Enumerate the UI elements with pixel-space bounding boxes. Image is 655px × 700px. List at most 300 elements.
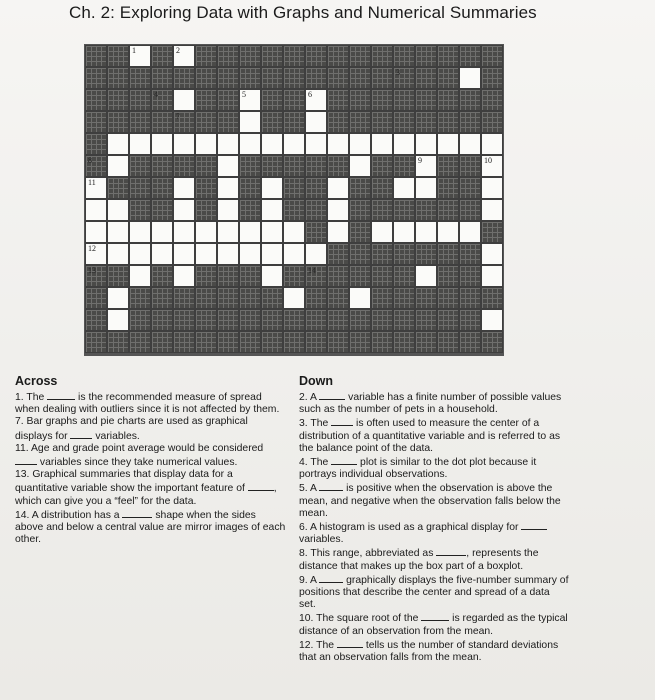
across-clue: [15, 508, 287, 547]
grid-cell-open[interactable]: [481, 155, 503, 177]
grid-cell-blocked: [217, 309, 239, 331]
grid-cell-blocked: [283, 199, 305, 221]
grid-cell-blocked: [129, 309, 151, 331]
across-clues: [15, 374, 287, 546]
grid-cell-open[interactable]: [151, 243, 173, 265]
answer-blank[interactable]: [319, 481, 343, 491]
grid-cell-open[interactable]: [349, 287, 371, 309]
grid-cell-open[interactable]: [415, 221, 437, 243]
grid-cell-blocked: [173, 309, 195, 331]
answer-blank[interactable]: [436, 546, 466, 556]
grid-cell-blocked: [173, 155, 195, 177]
grid-cell-blocked: [283, 309, 305, 331]
grid-cell-blocked: [415, 67, 437, 89]
grid-cell-blocked: [85, 155, 107, 177]
grid-cell-blocked: [481, 287, 503, 309]
grid-cell-blocked: [151, 265, 173, 287]
grid-cell-open[interactable]: [173, 221, 195, 243]
grid-cell-open[interactable]: [327, 133, 349, 155]
grid-cell-blocked: [173, 67, 195, 89]
grid-cell-open[interactable]: [173, 177, 195, 199]
grid-cell-blocked: [305, 287, 327, 309]
grid-cell-open[interactable]: [393, 133, 415, 155]
grid-cell-blocked: [349, 221, 371, 243]
clue-text-before: 4. The: [299, 457, 329, 469]
grid-cell-open[interactable]: [107, 287, 129, 309]
grid-cell-open[interactable]: [327, 199, 349, 221]
grid-cell-blocked: [85, 67, 107, 89]
grid-cell-open[interactable]: [349, 133, 371, 155]
grid-cell-blocked: [437, 45, 459, 67]
grid-cell-blocked: [305, 265, 327, 287]
grid-cell-blocked: [107, 89, 129, 111]
clue-number: 2: [176, 46, 180, 55]
grid-cell-blocked: [371, 265, 393, 287]
grid-cell-blocked: [393, 45, 415, 67]
down-clue: [299, 455, 569, 481]
grid-cell-blocked: [393, 89, 415, 111]
grid-cell-blocked: [261, 287, 283, 309]
grid-cell-blocked: [327, 67, 349, 89]
grid-cell-open[interactable]: [415, 155, 437, 177]
grid-cell-blocked: [239, 155, 261, 177]
grid-cell-blocked: [195, 45, 217, 67]
grid-cell-blocked: [349, 111, 371, 133]
grid-cell-blocked: [283, 89, 305, 111]
clue-text-after: is regarded as the typical distance of an observation from the mean.: [299, 613, 568, 637]
grid-cell-open[interactable]: [261, 199, 283, 221]
grid-cell-blocked: [327, 309, 349, 331]
grid-cell-open[interactable]: [129, 243, 151, 265]
answer-blank[interactable]: [331, 416, 353, 426]
answer-blank[interactable]: [47, 390, 75, 400]
grid-cell-blocked: [107, 45, 129, 67]
grid-cell-blocked: [283, 155, 305, 177]
grid-cell-blocked: [371, 199, 393, 221]
clue-text-after: is positive when the observation is above the mean, and negative when the observation falls below the mean.: [299, 483, 561, 519]
answer-blank[interactable]: [248, 481, 274, 491]
clue-number: 12: [88, 244, 96, 253]
grid-cell-blocked: [393, 155, 415, 177]
grid-cell-blocked: [129, 111, 151, 133]
grid-cell-blocked: [349, 177, 371, 199]
grid-cell-blocked: [239, 331, 261, 353]
grid-cell-open[interactable]: [129, 133, 151, 155]
grid-cell-open[interactable]: [239, 111, 261, 133]
grid-cell-open[interactable]: [261, 221, 283, 243]
clue-number: 5: [242, 90, 246, 99]
grid-cell-blocked: [129, 89, 151, 111]
grid-cell-blocked: [393, 309, 415, 331]
clue-text-after: , which can give you a “feel” for the data.: [15, 483, 277, 507]
grid-cell-blocked: [371, 89, 393, 111]
grid-cell-blocked: [437, 243, 459, 265]
grid-cell-open[interactable]: [459, 221, 481, 243]
grid-cell-open[interactable]: [217, 177, 239, 199]
grid-cell-blocked: [195, 111, 217, 133]
grid-cell-blocked: [85, 45, 107, 67]
grid-cell-open[interactable]: [195, 133, 217, 155]
grid-cell-blocked: [239, 287, 261, 309]
grid-cell-blocked: [283, 111, 305, 133]
answer-blank[interactable]: [15, 455, 37, 465]
clue-number: 7: [176, 112, 180, 121]
answer-blank[interactable]: [70, 429, 92, 439]
grid-cell-blocked: [85, 111, 107, 133]
grid-cell-blocked: [261, 89, 283, 111]
grid-cell-open[interactable]: [481, 199, 503, 221]
grid-cell-blocked: [195, 89, 217, 111]
clue-text-after: variables since they take numerical values.: [37, 457, 238, 469]
grid-cell-blocked: [393, 243, 415, 265]
grid-cell-blocked: [195, 155, 217, 177]
clue-text-before: 8. This range, abbreviated as: [299, 548, 434, 560]
grid-cell-blocked: [481, 221, 503, 243]
grid-cell-blocked: [371, 331, 393, 353]
grid-cell-blocked: [173, 111, 195, 133]
grid-cell-blocked: [195, 331, 217, 353]
grid-cell-blocked: [217, 287, 239, 309]
clue-text-before: 1. The: [15, 392, 45, 403]
grid-cell-blocked: [437, 89, 459, 111]
grid-cell-blocked: [261, 309, 283, 331]
grid-cell-blocked: [327, 265, 349, 287]
grid-cell-blocked: [459, 265, 481, 287]
grid-cell-open[interactable]: [107, 155, 129, 177]
grid-cell-blocked: [239, 67, 261, 89]
grid-cell-blocked: [327, 287, 349, 309]
grid-cell-open[interactable]: [327, 177, 349, 199]
clue-text-before: 5. A: [299, 483, 317, 495]
grid-cell-open[interactable]: [85, 177, 107, 199]
grid-cell-blocked: [305, 221, 327, 243]
grid-cell-open[interactable]: [459, 133, 481, 155]
grid-cell-open[interactable]: [107, 221, 129, 243]
clue-text-after: , represents the distance that makes up the box part of a boxplot.: [299, 548, 539, 572]
grid-cell-blocked: [261, 45, 283, 67]
grid-cell-blocked: [217, 265, 239, 287]
grid-cell-open[interactable]: [481, 243, 503, 265]
grid-cell-blocked: [85, 309, 107, 331]
grid-cell-blocked: [129, 331, 151, 353]
grid-cell-blocked: [107, 331, 129, 353]
grid-cell-blocked: [85, 287, 107, 309]
grid-cell-blocked: [217, 67, 239, 89]
grid-cell-open[interactable]: [261, 177, 283, 199]
answer-blank[interactable]: [122, 508, 152, 518]
grid-cell-open[interactable]: [217, 243, 239, 265]
grid-cell-blocked: [195, 177, 217, 199]
grid-cell-blocked: [129, 67, 151, 89]
grid-cell-blocked: [349, 89, 371, 111]
grid-cell-open[interactable]: [481, 265, 503, 287]
answer-blank[interactable]: [319, 573, 343, 583]
grid-cell-blocked: [305, 199, 327, 221]
grid-cell-blocked: [437, 331, 459, 353]
grid-cell-blocked: [459, 177, 481, 199]
grid-cell-blocked: [327, 45, 349, 67]
grid-cell-blocked: [349, 67, 371, 89]
grid-cell-open[interactable]: [239, 133, 261, 155]
grid-cell-blocked: [415, 309, 437, 331]
grid-cell-blocked: [415, 199, 437, 221]
grid-cell-open[interactable]: [217, 199, 239, 221]
grid-cell-blocked: [437, 111, 459, 133]
grid-cell-blocked: [85, 265, 107, 287]
across-clue: [15, 443, 287, 469]
grid-cell-open[interactable]: [371, 221, 393, 243]
answer-blank[interactable]: [521, 520, 547, 530]
grid-cell-open[interactable]: [349, 155, 371, 177]
grid-cell-blocked: [481, 67, 503, 89]
grid-cell-open[interactable]: [239, 243, 261, 265]
grid-cell-open[interactable]: [173, 265, 195, 287]
grid-cell-blocked: [481, 111, 503, 133]
grid-cell-blocked: [327, 89, 349, 111]
grid-cell-blocked: [459, 89, 481, 111]
grid-cell-blocked: [195, 199, 217, 221]
grid-cell-open[interactable]: [393, 177, 415, 199]
down-clue-list: [299, 390, 569, 664]
grid-cell-blocked: [305, 177, 327, 199]
grid-cell-open[interactable]: [239, 89, 261, 111]
grid-cell-blocked: [195, 265, 217, 287]
across-clue: [15, 469, 287, 508]
clue-text-after: shape when the sides above and below a central value are mirror images of each other.: [15, 509, 286, 546]
grid-cell-blocked: [327, 111, 349, 133]
grid-cell-blocked: [437, 309, 459, 331]
grid-cell-blocked: [261, 331, 283, 353]
grid-cell-blocked: [283, 67, 305, 89]
grid-cell-blocked: [151, 155, 173, 177]
grid-cell-open[interactable]: [129, 265, 151, 287]
down-clue: [299, 520, 569, 546]
clue-text-after: variables.: [299, 534, 344, 546]
clue-number: 11: [88, 178, 96, 187]
answer-blank[interactable]: [421, 611, 449, 621]
grid-cell-blocked: [349, 199, 371, 221]
grid-cell-open[interactable]: [261, 243, 283, 265]
grid-cell-open[interactable]: [173, 243, 195, 265]
answer-blank[interactable]: [337, 638, 363, 648]
grid-cell-blocked: [239, 177, 261, 199]
grid-cell-open[interactable]: [107, 133, 129, 155]
grid-cell-blocked: [371, 177, 393, 199]
grid-cell-blocked: [437, 199, 459, 221]
grid-cell-blocked: [393, 67, 415, 89]
answer-blank[interactable]: [319, 390, 345, 400]
grid-cell-blocked: [437, 67, 459, 89]
clue-text-before: 7. Bar graphs and pie charts are used as graphical displays for: [15, 416, 248, 442]
down-clue: [299, 638, 569, 664]
grid-cell-open[interactable]: [173, 89, 195, 111]
grid-cell-blocked: [415, 89, 437, 111]
grid-cell-blocked: [459, 45, 481, 67]
grid-cell-blocked: [481, 45, 503, 67]
grid-cell-blocked: [371, 155, 393, 177]
grid-cell-blocked: [283, 177, 305, 199]
grid-cell-blocked: [415, 331, 437, 353]
down-clue: [299, 573, 569, 612]
grid-cell-open[interactable]: [85, 221, 107, 243]
clue-text-after: variable has a finite number of possible values such as the number of pets in a household.: [299, 392, 562, 416]
clue-text-after: tells us the number of standard deviations that an observation falls from the mean.: [299, 639, 559, 664]
clue-text-before: 9. A: [299, 574, 317, 586]
clue-number: 13: [88, 266, 96, 275]
grid-cell-blocked: [481, 331, 503, 353]
grid-cell-blocked: [393, 265, 415, 287]
grid-cell-blocked: [371, 111, 393, 133]
clue-number: 10: [484, 156, 492, 165]
grid-cell-blocked: [151, 67, 173, 89]
grid-cell-open[interactable]: [459, 67, 481, 89]
clue-text-after: variables.: [92, 430, 140, 442]
grid-cell-open[interactable]: [305, 111, 327, 133]
grid-cell-blocked: [261, 67, 283, 89]
grid-cell-blocked: [393, 111, 415, 133]
grid-cell-blocked: [85, 331, 107, 353]
grid-cell-open[interactable]: [283, 243, 305, 265]
grid-cell-open[interactable]: [437, 221, 459, 243]
grid-cell-open[interactable]: [107, 243, 129, 265]
grid-cell-blocked: [151, 177, 173, 199]
grid-cell-blocked: [349, 265, 371, 287]
grid-cell-open[interactable]: [217, 155, 239, 177]
grid-cell-open[interactable]: [305, 243, 327, 265]
clue-text-before: 3. The: [299, 418, 329, 430]
grid-cell-blocked: [239, 45, 261, 67]
grid-cell-open[interactable]: [283, 133, 305, 155]
grid-cell-blocked: [305, 155, 327, 177]
grid-cell-open[interactable]: [129, 221, 151, 243]
grid-cell-open[interactable]: [195, 221, 217, 243]
grid-cell-open[interactable]: [107, 199, 129, 221]
grid-cell-open[interactable]: [305, 133, 327, 155]
grid-cell-blocked: [349, 45, 371, 67]
grid-cell-blocked: [327, 331, 349, 353]
grid-cell-open[interactable]: [481, 177, 503, 199]
grid-cell-blocked: [217, 331, 239, 353]
grid-cell-blocked: [393, 287, 415, 309]
grid-cell-blocked: [459, 199, 481, 221]
grid-cell-open[interactable]: [151, 133, 173, 155]
across-heading: Across: [15, 374, 58, 388]
grid-cell-blocked: [437, 287, 459, 309]
grid-cell-open[interactable]: [173, 45, 195, 67]
down-clues: [299, 374, 569, 664]
grid-cell-blocked: [437, 155, 459, 177]
grid-cell-blocked: [305, 331, 327, 353]
grid-cell-open[interactable]: [283, 287, 305, 309]
grid-cell-open[interactable]: [393, 221, 415, 243]
clue-text-before: 10. The square root of the: [299, 613, 419, 625]
clue-number: 9: [418, 156, 422, 165]
clue-number: 6: [308, 90, 312, 99]
clue-text-after: graphically displays the five-number summary of positions that describe the center and spread of a data set.: [299, 574, 569, 611]
grid-cell-open[interactable]: [481, 133, 503, 155]
grid-cell-open[interactable]: [151, 221, 173, 243]
clue-text-after: is often used to measure the center of a distribution of a quantitative variable and is referred to as the balance point of the data.: [299, 418, 561, 454]
grid-cell-open[interactable]: [437, 133, 459, 155]
clue-text-before: 11. Age and grade point average would be considered: [15, 442, 264, 454]
grid-cell-blocked: [393, 199, 415, 221]
grid-cell-open[interactable]: [85, 243, 107, 265]
grid-cell-blocked: [173, 287, 195, 309]
grid-cell-open[interactable]: [305, 89, 327, 111]
crossword-grid: [84, 44, 504, 356]
grid-cell-blocked: [415, 287, 437, 309]
grid-cell-blocked: [349, 243, 371, 265]
grid-cell-open[interactable]: [261, 133, 283, 155]
grid-cell-open[interactable]: [173, 199, 195, 221]
grid-cell-blocked: [217, 111, 239, 133]
down-clue: [299, 416, 569, 455]
grid-cell-blocked: [85, 89, 107, 111]
page-title: Ch. 2: Exploring Data with Graphs and Numerical Summaries: [69, 3, 537, 22]
grid-cell-blocked: [415, 243, 437, 265]
grid-cell-blocked: [437, 177, 459, 199]
down-clue: [299, 611, 569, 637]
grid-cell-blocked: [349, 331, 371, 353]
grid-cell-open[interactable]: [261, 265, 283, 287]
grid-cell-open[interactable]: [217, 221, 239, 243]
down-clue: [299, 481, 569, 520]
grid-cell-blocked: [195, 67, 217, 89]
grid-cell-blocked: [195, 309, 217, 331]
grid-cell-open[interactable]: [195, 243, 217, 265]
answer-blank[interactable]: [331, 455, 357, 465]
down-clue: [299, 546, 569, 572]
grid-cell-blocked: [217, 89, 239, 111]
grid-cell-blocked: [151, 199, 173, 221]
grid-cell-blocked: [305, 45, 327, 67]
grid-cell-blocked: [239, 265, 261, 287]
clue-number: 8: [88, 156, 92, 165]
grid-cell-open[interactable]: [481, 309, 503, 331]
grid-cell-blocked: [151, 89, 173, 111]
grid-cell-blocked: [371, 287, 393, 309]
grid-cell-blocked: [349, 309, 371, 331]
grid-cell-blocked: [459, 155, 481, 177]
grid-cell-open[interactable]: [217, 133, 239, 155]
grid-cell-open[interactable]: [371, 133, 393, 155]
grid-cell-open[interactable]: [173, 133, 195, 155]
grid-cell-open[interactable]: [85, 199, 107, 221]
grid-cell-open[interactable]: [415, 133, 437, 155]
clue-number: 14: [308, 266, 316, 275]
grid-cell-open[interactable]: [415, 265, 437, 287]
grid-cell-blocked: [107, 265, 129, 287]
grid-cell-open[interactable]: [415, 177, 437, 199]
clue-text-before: 6. A histogram is used as a graphical display for: [299, 522, 519, 534]
grid-cell-blocked: [437, 265, 459, 287]
grid-cell-open[interactable]: [107, 309, 129, 331]
grid-cell-open[interactable]: [129, 45, 151, 67]
grid-cell-blocked: [459, 243, 481, 265]
across-clue: [15, 390, 287, 416]
grid-cell-blocked: [151, 111, 173, 133]
grid-cell-blocked: [393, 331, 415, 353]
grid-cell-open[interactable]: [283, 221, 305, 243]
clue-number: 3: [396, 68, 400, 77]
grid-cell-blocked: [481, 89, 503, 111]
grid-cell-blocked: [283, 265, 305, 287]
grid-cell-open[interactable]: [327, 221, 349, 243]
grid-cell-open[interactable]: [239, 221, 261, 243]
grid-cell-blocked: [239, 199, 261, 221]
grid-cell-blocked: [371, 45, 393, 67]
clue-text-before: 14. A distribution has a: [15, 509, 120, 521]
